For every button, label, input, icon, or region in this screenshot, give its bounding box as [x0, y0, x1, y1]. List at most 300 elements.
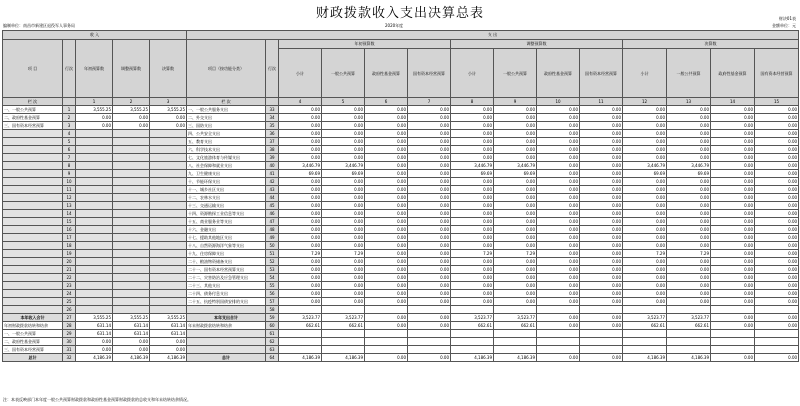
expense-value-cell: 0.00	[451, 282, 494, 290]
expense-value-cell: 0.00	[580, 282, 623, 290]
income-value-cell	[76, 274, 113, 282]
expense-value-cell: 0.00	[365, 202, 408, 210]
line-number: 35	[266, 122, 279, 130]
expense-value-cell: 3,446.79	[279, 162, 322, 170]
expense-value-cell: 0.00	[408, 202, 451, 210]
expense-value-cell: 0.00	[408, 138, 451, 146]
income-item-label	[3, 138, 63, 146]
expense-value-cell: 0.00	[365, 186, 408, 194]
expense-value-cell: 0.00	[711, 290, 755, 298]
line-number: 2	[63, 114, 76, 122]
expense-value-cell: 0.00	[494, 298, 537, 306]
expense-value-cell: 0.00	[279, 298, 322, 306]
expense-value-cell	[451, 330, 494, 338]
expense-value-cell: 0.00	[537, 178, 580, 186]
line-number: 9	[63, 170, 76, 178]
income-item-label	[3, 258, 63, 266]
line-number: 36	[266, 130, 279, 138]
expense-value-cell: 7.29	[322, 250, 365, 258]
income-value-cell: 631.14	[150, 322, 187, 330]
line-number: 62	[266, 338, 279, 346]
income-item-label	[3, 274, 63, 282]
income-value-cell: 631.14	[76, 330, 113, 338]
expense-value-cell: 4,186.39	[623, 354, 667, 362]
expense-value-cell: 0.00	[667, 242, 711, 250]
income-item-label: 三、国有资本经营预算	[3, 122, 63, 130]
income-value-cell	[113, 146, 150, 154]
income-value-cell	[150, 186, 187, 194]
expense-value-cell: 0.00	[494, 106, 537, 114]
expense-value-cell: 0.00	[623, 298, 667, 306]
expense-value-cell: 0.00	[623, 290, 667, 298]
income-value-cell	[113, 154, 150, 162]
expense-value-cell: 0.00	[755, 122, 799, 130]
column-number: 15	[755, 98, 799, 106]
expense-value-cell: 0.00	[755, 290, 799, 298]
income-value-cell	[113, 170, 150, 178]
expense-value-cell: 0.00	[580, 194, 623, 202]
expense-value-cell: 0.00	[365, 130, 408, 138]
income-value-cell	[76, 266, 113, 274]
expense-value-cell: 0.00	[494, 234, 537, 242]
table-row	[3, 234, 799, 242]
line-number: 14	[63, 210, 76, 218]
column-number	[63, 98, 76, 106]
subheader-capital: 国有资本经营预算	[408, 49, 451, 98]
expense-value-cell: 0.00	[365, 274, 408, 282]
expense-value-cell: 0.00	[408, 122, 451, 130]
expense-value-cell: 0.00	[623, 154, 667, 162]
income-value-cell	[76, 130, 113, 138]
expense-value-cell: 0.00	[408, 114, 451, 122]
income-value-cell	[113, 178, 150, 186]
expense-item-header: 项目（按功能分类）	[187, 40, 266, 98]
expense-value-cell: 3,523.77	[494, 314, 537, 322]
income-value-cell: 0.00	[113, 346, 150, 354]
expense-value-cell: 0.00	[623, 114, 667, 122]
expense-value-cell: 0.00	[623, 178, 667, 186]
expense-value-cell: 0.00	[494, 258, 537, 266]
income-value-cell	[76, 250, 113, 258]
expense-value-cell: 69.69	[279, 170, 322, 178]
expense-value-cell: 69.69	[623, 170, 667, 178]
expense-value-cell: 4,186.39	[451, 354, 494, 362]
table-row	[3, 226, 799, 234]
expense-value-cell: 0.00	[623, 122, 667, 130]
income-value-cell: 0.00	[76, 114, 113, 122]
expense-value-cell: 0.00	[711, 122, 755, 130]
expense-value-cell: 0.00	[279, 258, 322, 266]
expense-value-cell	[623, 306, 667, 314]
expense-line-header: 行次	[266, 40, 279, 98]
expense-value-cell: 0.00	[494, 130, 537, 138]
expense-item-label: 五、教育支出	[187, 138, 266, 146]
subheader-fund: 政府性基金预算	[537, 49, 580, 98]
income-value-cell	[113, 226, 150, 234]
table-row	[3, 210, 799, 218]
income-value-cell	[76, 290, 113, 298]
income-value-cell	[76, 178, 113, 186]
expense-value-cell: 0.00	[279, 290, 322, 298]
expense-value-cell: 0.00	[711, 138, 755, 146]
expense-item-label: 一、一般公共服务支出	[187, 106, 266, 114]
expense-value-cell: 0.00	[711, 194, 755, 202]
income-item-label	[3, 130, 63, 138]
expense-item-label: 二十五、抗疫特别国债安排的支出	[187, 298, 266, 306]
expense-value-cell: 7.29	[451, 250, 494, 258]
column-number: 3	[150, 98, 187, 106]
expense-value-cell: 0.00	[365, 322, 408, 330]
expense-value-cell: 0.00	[322, 258, 365, 266]
line-number: 55	[266, 282, 279, 290]
expense-item-label: 三、国防支出	[187, 122, 266, 130]
expense-value-cell: 0.00	[408, 354, 451, 362]
expense-value-cell	[451, 346, 494, 354]
line-number: 1	[63, 106, 76, 114]
expense-value-cell: 0.00	[537, 314, 580, 322]
expense-value-cell: 0.00	[580, 242, 623, 250]
column-label: 栏 次	[187, 98, 266, 106]
expense-value-cell: 0.00	[755, 186, 799, 194]
finance-table	[2, 30, 799, 362]
table-note: 注：本表反映部门本年度一般公共预算财政拨款和政府性基金预算财政拨款的总收支和年末结转结余情况。	[3, 397, 191, 402]
table-row	[3, 266, 799, 274]
expense-value-cell: 3,523.77	[279, 314, 322, 322]
table-row	[3, 122, 799, 130]
report-title: 财政拨款收入支出决算总表	[315, 6, 484, 21]
expense-value-cell: 0.00	[451, 210, 494, 218]
income-item-label	[3, 234, 63, 242]
income-line-header: 行次	[63, 40, 76, 98]
expense-value-cell: 0.00	[451, 122, 494, 130]
expense-item-label: 十六、金融支出	[187, 226, 266, 234]
expense-value-cell: 0.00	[365, 234, 408, 242]
line-number: 11	[63, 186, 76, 194]
line-number: 40	[266, 162, 279, 170]
column-number: 4	[279, 98, 322, 106]
income-item-label: 本年收入合计	[3, 314, 63, 322]
expense-value-cell: 0.00	[711, 354, 755, 362]
expense-value-cell: 0.00	[580, 274, 623, 282]
expense-value-cell: 0.00	[322, 138, 365, 146]
income-value-cell	[113, 290, 150, 298]
expense-value-cell: 0.00	[408, 282, 451, 290]
expense-value-cell	[711, 306, 755, 314]
column-number: 14	[711, 98, 755, 106]
expense-value-cell: 0.00	[711, 186, 755, 194]
income-item-label	[3, 250, 63, 258]
table-row	[3, 250, 799, 258]
expense-value-cell: 7.29	[667, 250, 711, 258]
income-value-cell	[113, 266, 150, 274]
expense-value-cell: 0.00	[623, 218, 667, 226]
expense-value-cell	[755, 338, 799, 346]
income-value-cell	[150, 242, 187, 250]
expense-value-cell: 0.00	[279, 218, 322, 226]
expense-value-cell: 0.00	[580, 250, 623, 258]
expense-value-cell: 0.00	[537, 218, 580, 226]
column-number: 9	[494, 98, 537, 106]
expense-value-cell: 4,186.39	[494, 354, 537, 362]
expense-value-cell	[667, 338, 711, 346]
expense-value-cell: 0.00	[365, 146, 408, 154]
line-number: 38	[266, 146, 279, 154]
expense-value-cell: 0.00	[755, 322, 799, 330]
expense-value-cell: 0.00	[580, 218, 623, 226]
line-number: 47	[266, 218, 279, 226]
annual-budget-header: 年初预算数	[76, 40, 113, 98]
line-number: 12	[63, 194, 76, 202]
expense-value-cell: 0.00	[580, 290, 623, 298]
expense-item-label: 八、社会保障和就业支出	[187, 162, 266, 170]
expense-value-cell	[711, 330, 755, 338]
line-number: 58	[266, 306, 279, 314]
expense-value-cell: 0.00	[755, 274, 799, 282]
expense-value-cell: 0.00	[322, 146, 365, 154]
income-item-label: 一、一般公共预算	[3, 330, 63, 338]
expense-value-cell: 0.00	[279, 274, 322, 282]
expense-value-cell: 0.00	[408, 274, 451, 282]
expense-value-cell: 0.00	[537, 194, 580, 202]
line-number: 51	[266, 250, 279, 258]
expense-value-cell: 7.29	[623, 250, 667, 258]
expense-value-cell: 0.00	[451, 146, 494, 154]
expense-item-label: 年末财政拨款结转和结余	[187, 322, 266, 330]
line-number: 61	[266, 330, 279, 338]
expense-value-cell	[408, 338, 451, 346]
column-number: 5	[322, 98, 365, 106]
income-value-cell	[113, 282, 150, 290]
expense-value-cell: 0.00	[279, 282, 322, 290]
expense-value-cell: 0.00	[365, 314, 408, 322]
line-number: 13	[63, 202, 76, 210]
table-row	[3, 114, 799, 122]
income-value-cell	[76, 154, 113, 162]
expense-value-cell: 0.00	[755, 146, 799, 154]
income-item-label: 三、国有资本经营预算	[3, 346, 63, 354]
income-value-cell	[150, 306, 187, 314]
expense-value-cell: 0.00	[580, 146, 623, 154]
expense-item-label: 九、卫生健康支出	[187, 170, 266, 178]
income-item-label	[3, 306, 63, 314]
line-number: 27	[63, 314, 76, 322]
expense-value-cell: 0.00	[755, 154, 799, 162]
expense-value-cell: 0.00	[755, 250, 799, 258]
expense-value-cell: 0.00	[365, 250, 408, 258]
subheader-total: 小计	[451, 49, 494, 98]
income-value-cell: 0.00	[150, 122, 187, 130]
expense-value-cell: 0.00	[365, 154, 408, 162]
column-number: 2	[113, 98, 150, 106]
expense-value-cell: 0.00	[365, 106, 408, 114]
table-row	[3, 298, 799, 306]
subheader-capital: 国有资本经营预算	[580, 49, 623, 98]
line-number: 64	[266, 354, 279, 362]
income-value-cell	[150, 202, 187, 210]
expense-value-cell	[580, 346, 623, 354]
expense-value-cell: 0.00	[580, 106, 623, 114]
expense-value-cell: 662.61	[322, 322, 365, 330]
expense-value-cell: 0.00	[451, 138, 494, 146]
expense-value-cell: 0.00	[755, 178, 799, 186]
table-row	[3, 354, 799, 362]
expense-value-cell: 0.00	[623, 106, 667, 114]
expense-value-cell: 3,523.77	[451, 314, 494, 322]
expense-value-cell: 0.00	[408, 178, 451, 186]
expense-value-cell: 0.00	[365, 138, 408, 146]
expense-value-cell: 0.00	[408, 258, 451, 266]
expense-value-cell: 4,186.39	[322, 354, 365, 362]
income-value-cell	[150, 274, 187, 282]
table-row	[3, 346, 799, 354]
expense-value-cell: 0.00	[537, 354, 580, 362]
expense-value-cell: 0.00	[580, 186, 623, 194]
expense-value-cell	[494, 330, 537, 338]
table-row	[3, 138, 799, 146]
expense-value-cell: 0.00	[494, 114, 537, 122]
expense-value-cell: 0.00	[537, 250, 580, 258]
income-value-cell	[113, 274, 150, 282]
line-number: 41	[266, 170, 279, 178]
expense-value-cell: 0.00	[667, 234, 711, 242]
expense-value-cell	[451, 306, 494, 314]
line-number: 22	[63, 274, 76, 282]
expense-value-cell: 0.00	[451, 154, 494, 162]
expense-value-cell: 0.00	[451, 106, 494, 114]
income-item-label: 二、政府性基金预算	[3, 114, 63, 122]
income-item-label	[3, 266, 63, 274]
expense-value-cell: 0.00	[755, 130, 799, 138]
expense-value-cell: 4,186.39	[279, 354, 322, 362]
expense-value-cell: 0.00	[451, 274, 494, 282]
income-value-cell: 3,555.25	[113, 106, 150, 114]
expense-value-cell: 0.00	[537, 170, 580, 178]
expense-item-label	[187, 306, 266, 314]
expense-value-cell: 0.00	[755, 202, 799, 210]
expense-value-cell: 0.00	[408, 210, 451, 218]
table-row	[3, 242, 799, 250]
income-value-cell: 631.14	[113, 330, 150, 338]
income-value-cell	[150, 226, 187, 234]
income-item-label	[3, 218, 63, 226]
line-number: 44	[266, 194, 279, 202]
expense-value-cell	[537, 338, 580, 346]
expense-value-cell: 0.00	[537, 226, 580, 234]
expense-value-cell: 0.00	[711, 114, 755, 122]
income-value-cell: 3,555.25	[113, 314, 150, 322]
income-value-cell: 631.14	[150, 330, 187, 338]
header-row-1	[3, 31, 799, 40]
expense-value-cell: 0.00	[623, 194, 667, 202]
income-item-label: 年初财政拨款结转和结余	[3, 322, 63, 330]
income-item-label	[3, 186, 63, 194]
expense-value-cell: 0.00	[667, 258, 711, 266]
income-value-cell: 0.00	[150, 114, 187, 122]
expense-value-cell	[494, 306, 537, 314]
income-value-cell	[76, 306, 113, 314]
income-value-cell: 0.00	[76, 122, 113, 130]
expense-item-label: 四、公共安全支出	[187, 130, 266, 138]
expense-item-label: 二十二、灾害防治及应急管理支出	[187, 274, 266, 282]
table-row	[3, 290, 799, 298]
expense-value-cell: 0.00	[711, 162, 755, 170]
line-number: 26	[63, 306, 76, 314]
line-number: 34	[266, 114, 279, 122]
income-item-label	[3, 154, 63, 162]
line-number: 54	[266, 274, 279, 282]
expense-value-cell: 0.00	[537, 266, 580, 274]
expense-value-cell: 662.61	[494, 322, 537, 330]
expense-value-cell: 0.00	[322, 114, 365, 122]
income-value-cell	[113, 234, 150, 242]
expense-value-cell: 0.00	[623, 130, 667, 138]
expense-value-cell	[667, 346, 711, 354]
expense-value-cell	[279, 306, 322, 314]
expense-value-cell: 0.00	[711, 234, 755, 242]
expense-value-cell: 0.00	[408, 162, 451, 170]
expense-value-cell: 0.00	[580, 130, 623, 138]
expense-value-cell: 0.00	[580, 122, 623, 130]
expense-value-cell: 0.00	[365, 170, 408, 178]
income-header: 收 入	[3, 31, 187, 40]
expense-value-cell: 3,446.79	[451, 162, 494, 170]
expense-value-cell: 0.00	[537, 130, 580, 138]
expense-value-cell: 0.00	[755, 226, 799, 234]
line-number: 52	[266, 258, 279, 266]
table-row	[3, 338, 799, 346]
income-item-label	[3, 178, 63, 186]
expense-value-cell: 662.61	[451, 322, 494, 330]
expense-value-cell: 0.00	[623, 138, 667, 146]
line-number: 24	[63, 290, 76, 298]
expense-value-cell	[408, 306, 451, 314]
expense-value-cell: 0.00	[408, 266, 451, 274]
expense-value-cell: 0.00	[408, 130, 451, 138]
line-number: 49	[266, 234, 279, 242]
expense-value-cell	[755, 306, 799, 314]
expense-value-cell: 0.00	[537, 322, 580, 330]
expense-value-cell: 0.00	[667, 114, 711, 122]
expense-value-cell: 0.00	[537, 186, 580, 194]
income-item-label: 总计	[3, 354, 63, 362]
expense-value-cell: 0.00	[667, 274, 711, 282]
expense-value-cell: 0.00	[711, 298, 755, 306]
income-item-header: 项 目	[3, 40, 63, 98]
income-value-cell: 0.00	[113, 122, 150, 130]
expense-value-cell: 0.00	[711, 130, 755, 138]
expense-value-cell: 0.00	[494, 266, 537, 274]
line-number: 20	[63, 258, 76, 266]
expense-value-cell: 0.00	[322, 154, 365, 162]
expense-value-cell	[580, 330, 623, 338]
expense-value-cell: 0.00	[322, 290, 365, 298]
expense-value-cell: 0.00	[755, 258, 799, 266]
column-number: 1	[76, 98, 113, 106]
expense-value-cell: 0.00	[494, 274, 537, 282]
expense-value-cell: 662.61	[279, 322, 322, 330]
expense-value-cell	[667, 330, 711, 338]
expense-value-cell: 0.00	[408, 314, 451, 322]
expense-value-cell: 0.00	[279, 234, 322, 242]
income-value-cell	[113, 298, 150, 306]
expense-value-cell: 0.00	[623, 258, 667, 266]
expense-value-cell: 0.00	[322, 202, 365, 210]
expense-item-label: 十一、城乡社区支出	[187, 186, 266, 194]
expense-value-cell: 0.00	[711, 154, 755, 162]
expense-value-cell: 0.00	[322, 210, 365, 218]
expense-value-cell: 0.00	[451, 218, 494, 226]
unit-label: 金额单位：元	[772, 23, 796, 28]
